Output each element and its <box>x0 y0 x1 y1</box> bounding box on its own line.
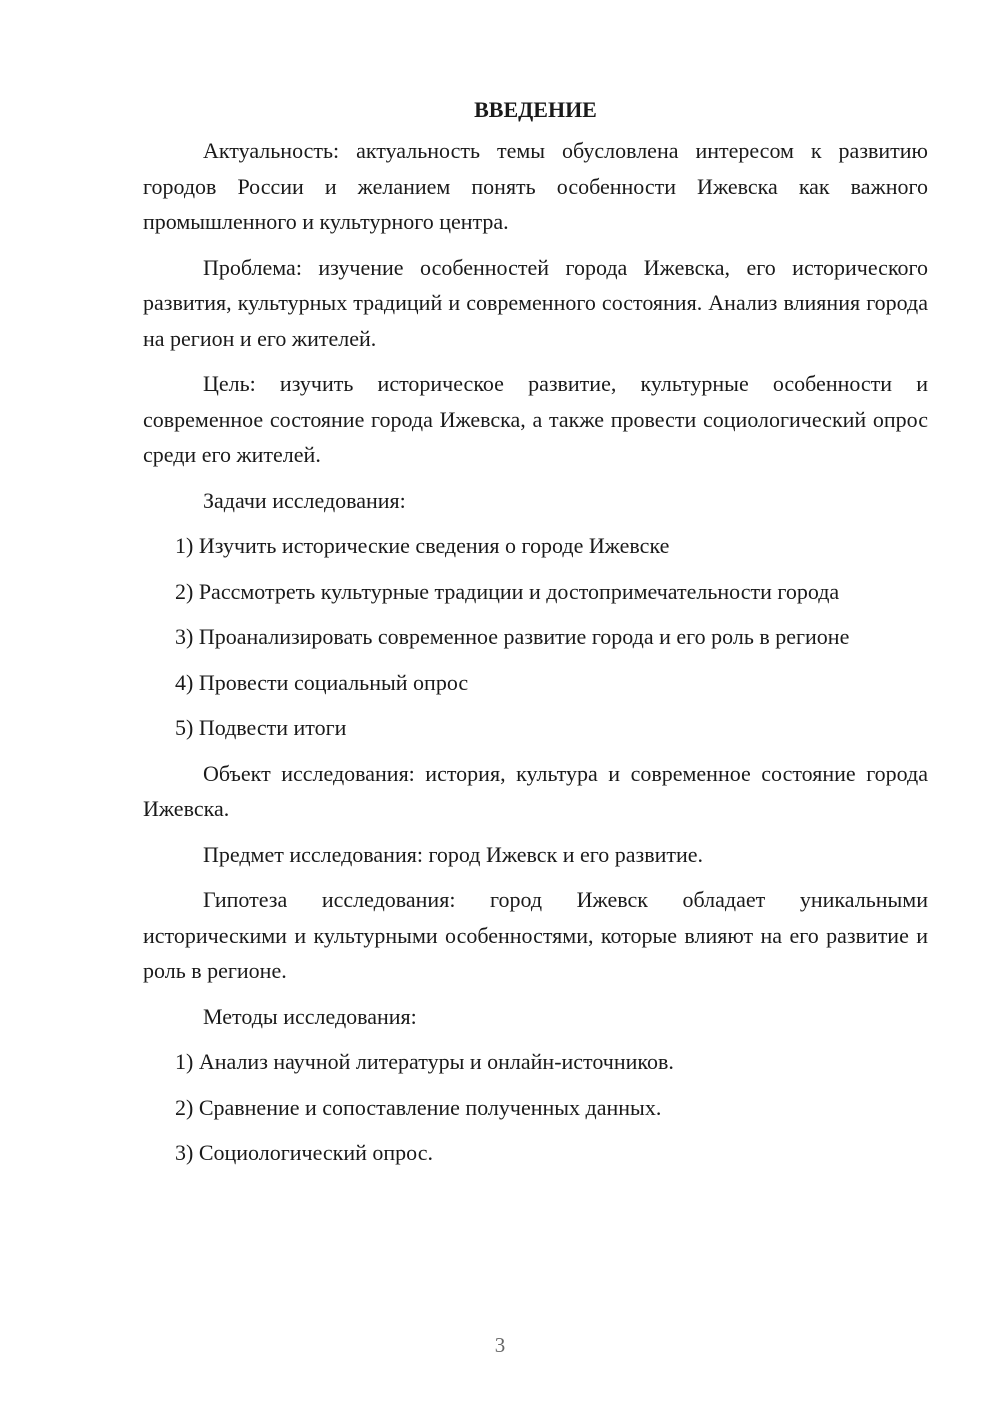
page-number: 3 <box>494 1333 506 1357</box>
object-paragraph: Объект исследования: история, культура и современное состояние города Ижевска. <box>143 760 928 821</box>
methods-heading: Методы исследования: <box>203 1003 417 1029</box>
goal-paragraph: Цель: изучить историческое развитие, культурные особенности и современное состояние города Ижевска, а также провести социологический опрос среди его жителей. <box>143 371 928 467</box>
subject-paragraph: Предмет исследования: город Ижевск и его развитие. <box>203 841 704 867</box>
hypothesis-paragraph: Гипотеза исследования: город Ижевск обладает уникальными историческими и культурными особенностями, которые влияют на его развитие и роль в регионе. <box>143 887 928 983</box>
method-item: 2) Сравнение и сопоставление полученных данных. <box>175 1094 662 1120</box>
method-item: 3) Социологический опрос. <box>175 1140 433 1165</box>
method-item: 1) Анализ научной литературы и онлайн-источников. <box>175 1049 674 1074</box>
task-item: 4) Провести социальный опрос <box>175 669 469 695</box>
task-item: 5) Подвести итоги <box>175 715 347 740</box>
relevance-paragraph: Актуальность: актуальность темы обусловлена интересом к развитию городов России и желанием понять особенности Ижевска как важного промышленного и культурного центра. <box>143 138 928 234</box>
task-item: 1) Изучить исторические сведения о городе Ижевске <box>175 533 670 558</box>
tasks-heading: Задачи исследования: <box>203 487 406 513</box>
section-title: ВВЕДЕНИЕ <box>474 97 597 122</box>
task-item: 3) Проанализировать современное развитие города и его роль в регионе <box>175 624 850 649</box>
document-page <box>143 92 928 1181</box>
task-item: 2) Рассмотреть культурные традиции и достопримечательности города <box>175 578 840 604</box>
problem-paragraph: Проблема: изучение особенностей города Ижевска, его исторического развития, культурных традиций и современного состояния. Анализ влияния города на регион и его жителей. <box>143 254 928 351</box>
